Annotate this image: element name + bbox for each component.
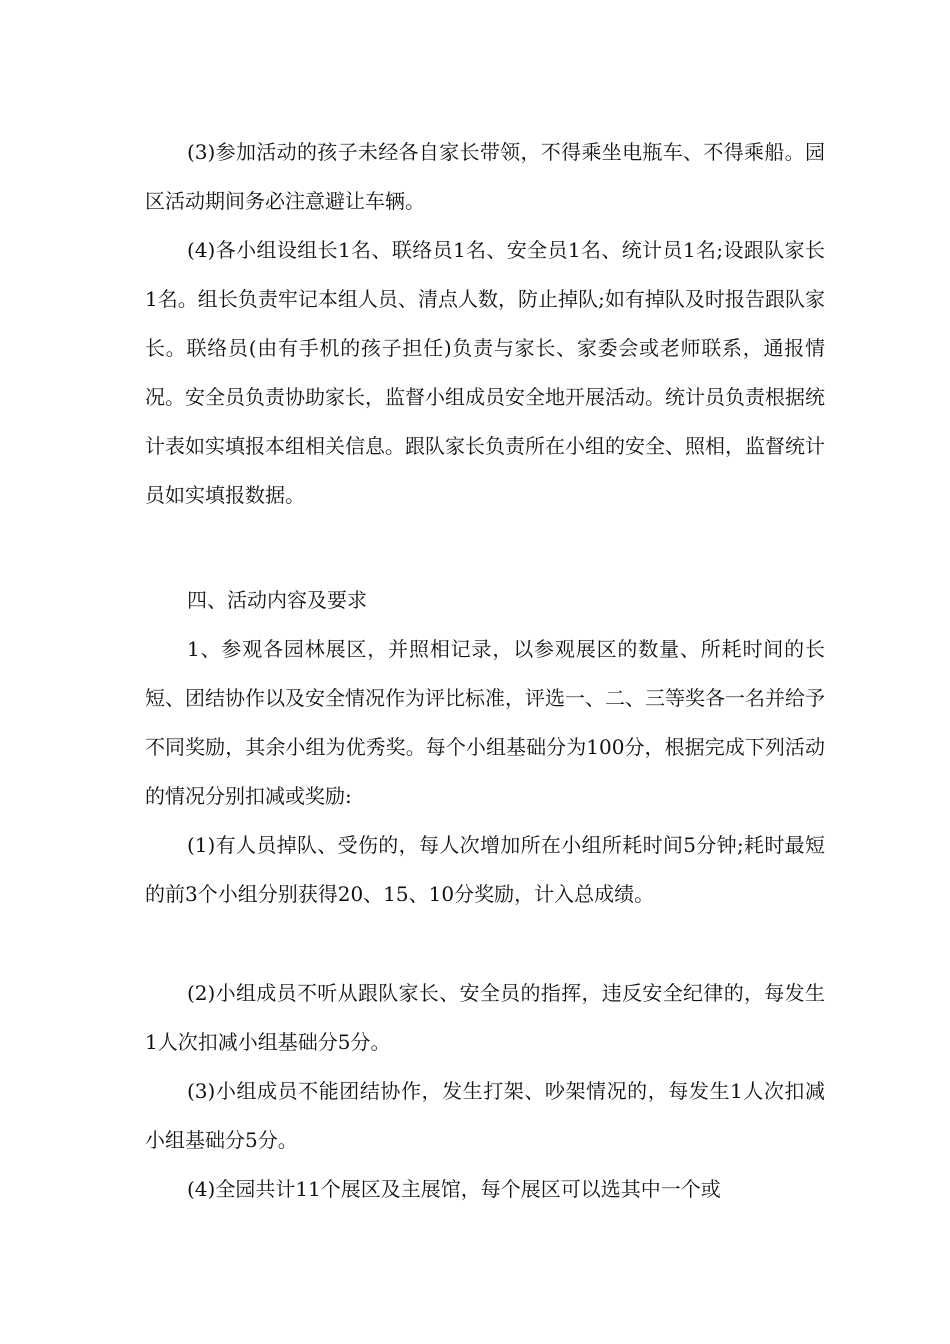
paragraph-scoring-rule-3: (3)小组成员不能团结协作，发生打架、吵架情况的，每发生1人次扣减小组基础分5分。 <box>145 1079 825 1152</box>
paragraph-activity-item-1: 1、参观各园林展区，并照相记录，以参观展区的数量、所耗时间的长短、团结协作以及安全情况作为评比标准，评选一、二、三等奖各一名并给予不同奖励，其余小组为优秀奖。每个小组基础分为100分，根据完成下列活动的情况分别扣减或奖励: <box>145 637 825 808</box>
paragraph-scoring-rule-2: (2)小组成员不听从跟队家长、安全员的指挥，违反安全纪律的，每发生1人次扣减小组基础分5分。 <box>145 981 825 1054</box>
section-heading-activity-content: 四、活动内容及要求 <box>187 588 367 612</box>
paragraph-safety-rule-3: (3)参加活动的孩子未经各自家长带领，不得乘坐电瓶车、不得乘船。园区活动期间务必注意避让车辆。 <box>145 140 825 213</box>
paragraph-scoring-rule-1: (1)有人员掉队、受伤的，每人次增加所在小组所耗时间5分钟;耗时最短的前3个小组分别获得20、15、10分奖励，计入总成绩。 <box>145 833 825 906</box>
paragraph-scoring-rule-4: (4)全园共计11个展区及主展馆，每个展区可以选其中一个或 <box>187 1177 721 1201</box>
paragraph-group-roles-4: (4)各小组设组长1名、联络员1名、安全员1名、统计员1名;设跟队家长1名。组长负责牢记本组人员、清点人数，防止掉队;如有掉队及时报告跟队家长。联络员(由有手机的孩子担任)负责与家长、家委会或老师联系，通报情况。安全员负责协助家长，监督小组成员安全地开展活动。统计员负责根据统计表如实填报本组相关信息。跟队家长负责所在小组的安全、照相，监督统计员如实填报数据。 <box>145 238 825 507</box>
